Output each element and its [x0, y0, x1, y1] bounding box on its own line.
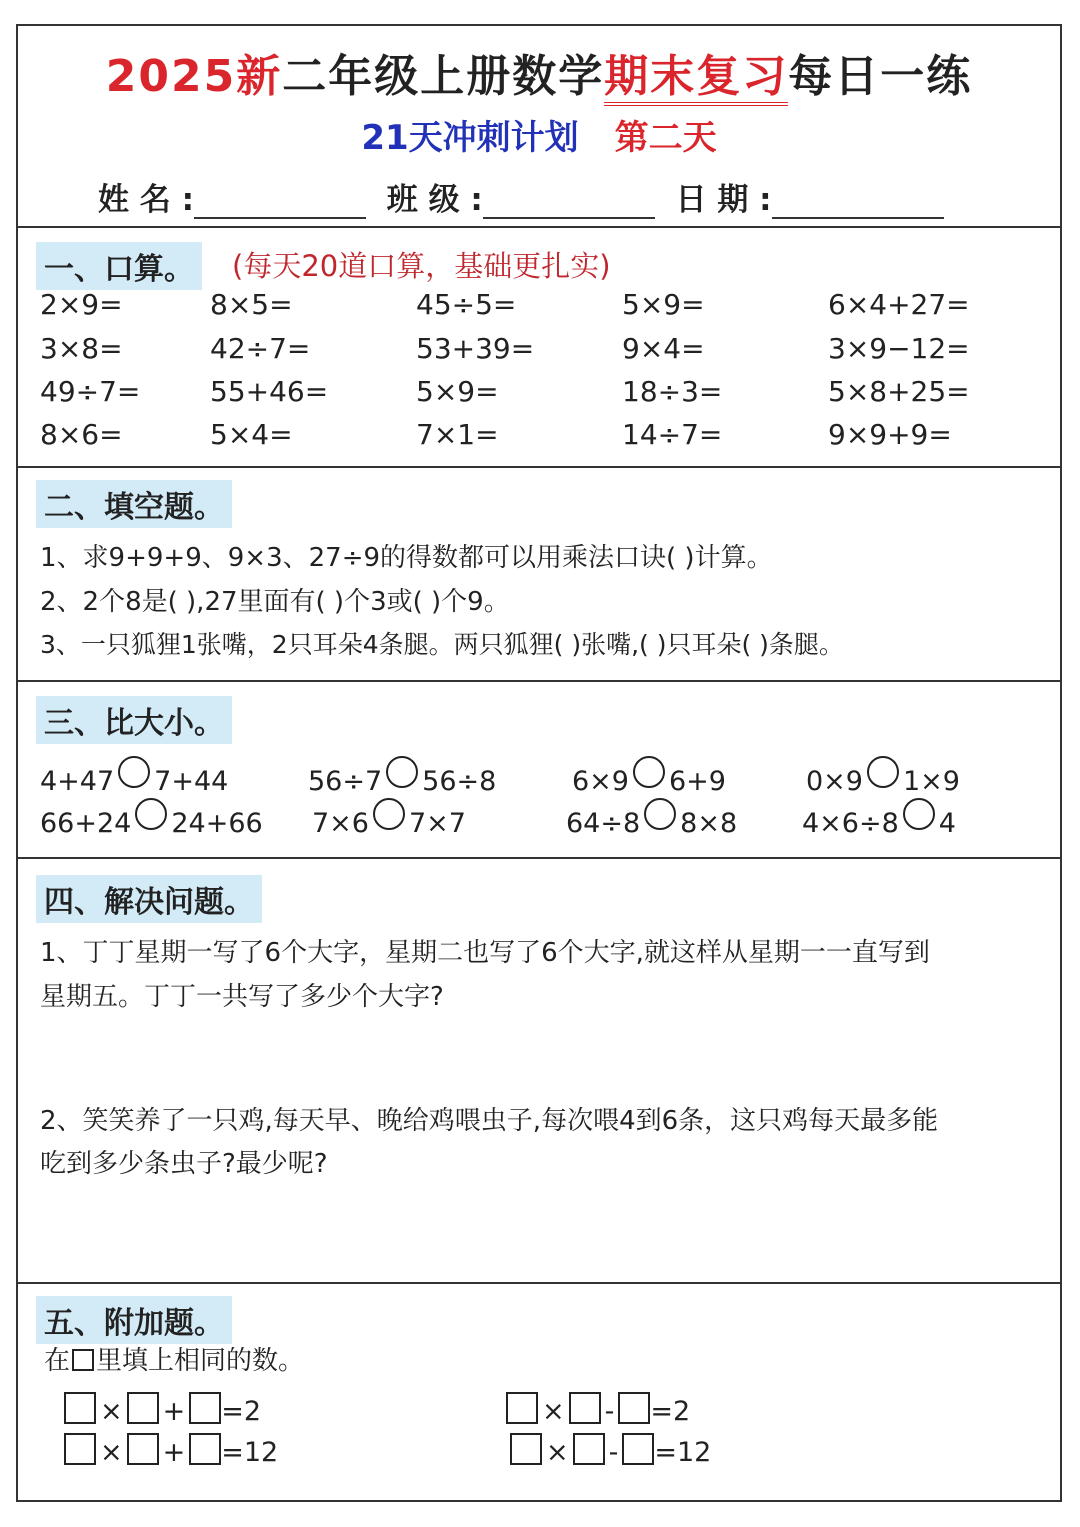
compare-right: 8×8 [680, 808, 738, 839]
worksheet [16, 24, 1062, 1502]
section-bonus-title: 五、附加题。 [36, 1296, 232, 1344]
worksheet-subtitle [18, 110, 1060, 159]
compare-left: 56÷7 [308, 766, 383, 797]
oral-item: 5×4= [210, 418, 293, 451]
bonus-equation: × - =2 [506, 1392, 690, 1427]
problem-1-line-2: 星期五。丁丁一共写了多少个大字? [40, 982, 444, 1012]
divider [18, 226, 1060, 228]
fill-question-1: 1、求9+9+9、9×3、27÷9的得数都可以用乘法口诀( )计算。 [40, 543, 773, 573]
bonus-instruction [44, 1340, 304, 1377]
divider [18, 466, 1060, 468]
oral-item: 18÷3= [622, 375, 723, 408]
compare-left: 4+47 [40, 766, 115, 797]
compare-circle[interactable] [644, 798, 676, 830]
name-label: 姓 名 : [98, 182, 194, 218]
title-year: 2025新 [105, 51, 283, 102]
oral-item: 45÷5= [416, 288, 517, 321]
compare-item [572, 756, 726, 797]
compare-circle[interactable] [633, 756, 665, 788]
compare-right: 6+9 [668, 766, 726, 797]
compare-circle[interactable] [903, 798, 935, 830]
oral-item: 8×5= [210, 288, 293, 321]
bonus-equation: × - =12 [510, 1433, 711, 1468]
answer-box[interactable] [189, 1392, 221, 1424]
compare-left: 0×9 [806, 766, 863, 797]
answer-box[interactable] [127, 1433, 159, 1465]
bonus-instruction-post: 里填上相同的数。 [96, 1346, 305, 1376]
answer-box[interactable] [618, 1392, 650, 1424]
divider [18, 1282, 1060, 1284]
compare-left: 64÷8 [566, 808, 641, 839]
compare-left: 66+24 [40, 808, 132, 839]
compare-right: 4 [938, 808, 956, 839]
section-oral-title: 一、口算。 [36, 242, 202, 290]
section-oral-note: (每天20道口算，基础更扎实) [232, 249, 611, 283]
oral-item: 6×4+27= [828, 288, 970, 321]
section-fill-title: 二、填空题。 [36, 480, 232, 528]
compare-left: 4×6÷8 [802, 808, 899, 839]
title-highlight: 期末复习 [604, 51, 788, 106]
answer-box[interactable] [622, 1433, 654, 1465]
oral-item: 9×9+9= [828, 418, 952, 451]
fill-question-2: 2、2个8是( ),27里面有( )个3或( )个9。 [40, 587, 510, 617]
answer-box[interactable] [569, 1392, 601, 1424]
title-tail: 每日一练 [788, 51, 973, 102]
compare-right: 7×7 [408, 808, 466, 839]
problem-2-line-1: 2、笑笑养了一只鸡,每天早、晚给鸡喂虫子,每次喂4到6条，这只鸡每天最多能 [40, 1106, 939, 1136]
compare-circle[interactable] [386, 756, 418, 788]
compare-right: 7+44 [154, 766, 229, 797]
title-grade: 二年级上册数学 [282, 51, 605, 102]
oral-item: 5×8+25= [828, 375, 970, 408]
section-compare-title: 三、比大小。 [36, 696, 232, 744]
problem-1-line-1: 1、丁丁星期一写了6个大字，星期二也写了6个大字,就这样从星期一一直写到 [40, 938, 930, 968]
answer-box[interactable] [189, 1433, 221, 1465]
bonus-equation: × + =2 [64, 1392, 261, 1427]
compare-item [566, 798, 737, 839]
compare-item [308, 756, 496, 797]
compare-item [40, 798, 263, 839]
compare-right: 56÷8 [422, 766, 497, 797]
subtitle-day: 第二天 [614, 118, 717, 158]
divider [18, 680, 1060, 682]
subtitle-plan: 21天冲刺计划 [361, 118, 579, 158]
worksheet-title [18, 40, 1060, 104]
compare-left: 6×9 [572, 766, 629, 797]
name-field[interactable] [194, 183, 366, 219]
compare-circle[interactable] [373, 798, 405, 830]
class-label: 班 级 : [386, 182, 483, 218]
compare-item [40, 756, 228, 797]
answer-box[interactable] [573, 1433, 605, 1465]
oral-item: 3×9−12= [828, 332, 970, 365]
answer-box[interactable] [510, 1433, 542, 1465]
bonus-equation: × + =12 [64, 1433, 278, 1468]
answer-box[interactable] [64, 1433, 96, 1465]
oral-item: 5×9= [416, 375, 499, 408]
oral-item: 7×1= [416, 418, 499, 451]
oral-item: 5×9= [622, 288, 705, 321]
compare-left: 7×6 [312, 808, 369, 839]
oral-item: 53+39= [416, 332, 535, 365]
class-field[interactable] [483, 183, 655, 219]
oral-item: 49÷7= [40, 375, 141, 408]
compare-circle[interactable] [135, 798, 167, 830]
compare-circle[interactable] [867, 756, 899, 788]
compare-item [802, 798, 956, 839]
answer-box[interactable] [127, 1392, 159, 1424]
divider [18, 857, 1060, 859]
oral-item: 9×4= [622, 332, 705, 365]
answer-box[interactable] [64, 1392, 96, 1424]
compare-circle[interactable] [118, 756, 150, 788]
problem-2-line-2: 吃到多少条虫子?最少呢? [40, 1149, 328, 1179]
answer-box[interactable] [506, 1392, 538, 1424]
box-icon [72, 1349, 94, 1371]
date-field[interactable] [772, 183, 944, 219]
compare-right: 1×9 [902, 766, 960, 797]
compare-item [312, 798, 466, 839]
date-label: 日 期 : [675, 182, 772, 218]
fill-question-3: 3、一只狐狸1张嘴，2只耳朵4条腿。两只狐狸( )张嘴,( )只耳朵( )条腿。 [40, 630, 844, 659]
oral-item: 8×6= [40, 418, 123, 451]
oral-item: 2×9= [40, 288, 123, 321]
student-info-row [98, 174, 954, 219]
compare-item [806, 756, 960, 797]
section-problems-title: 四、解决问题。 [36, 875, 262, 923]
oral-item: 14÷7= [622, 418, 723, 451]
compare-right: 24+66 [171, 808, 263, 839]
bonus-instruction-pre: 在 [44, 1346, 71, 1376]
oral-item: 55+46= [210, 375, 329, 408]
oral-item: 42÷7= [210, 332, 311, 365]
oral-item: 3×8= [40, 332, 123, 365]
